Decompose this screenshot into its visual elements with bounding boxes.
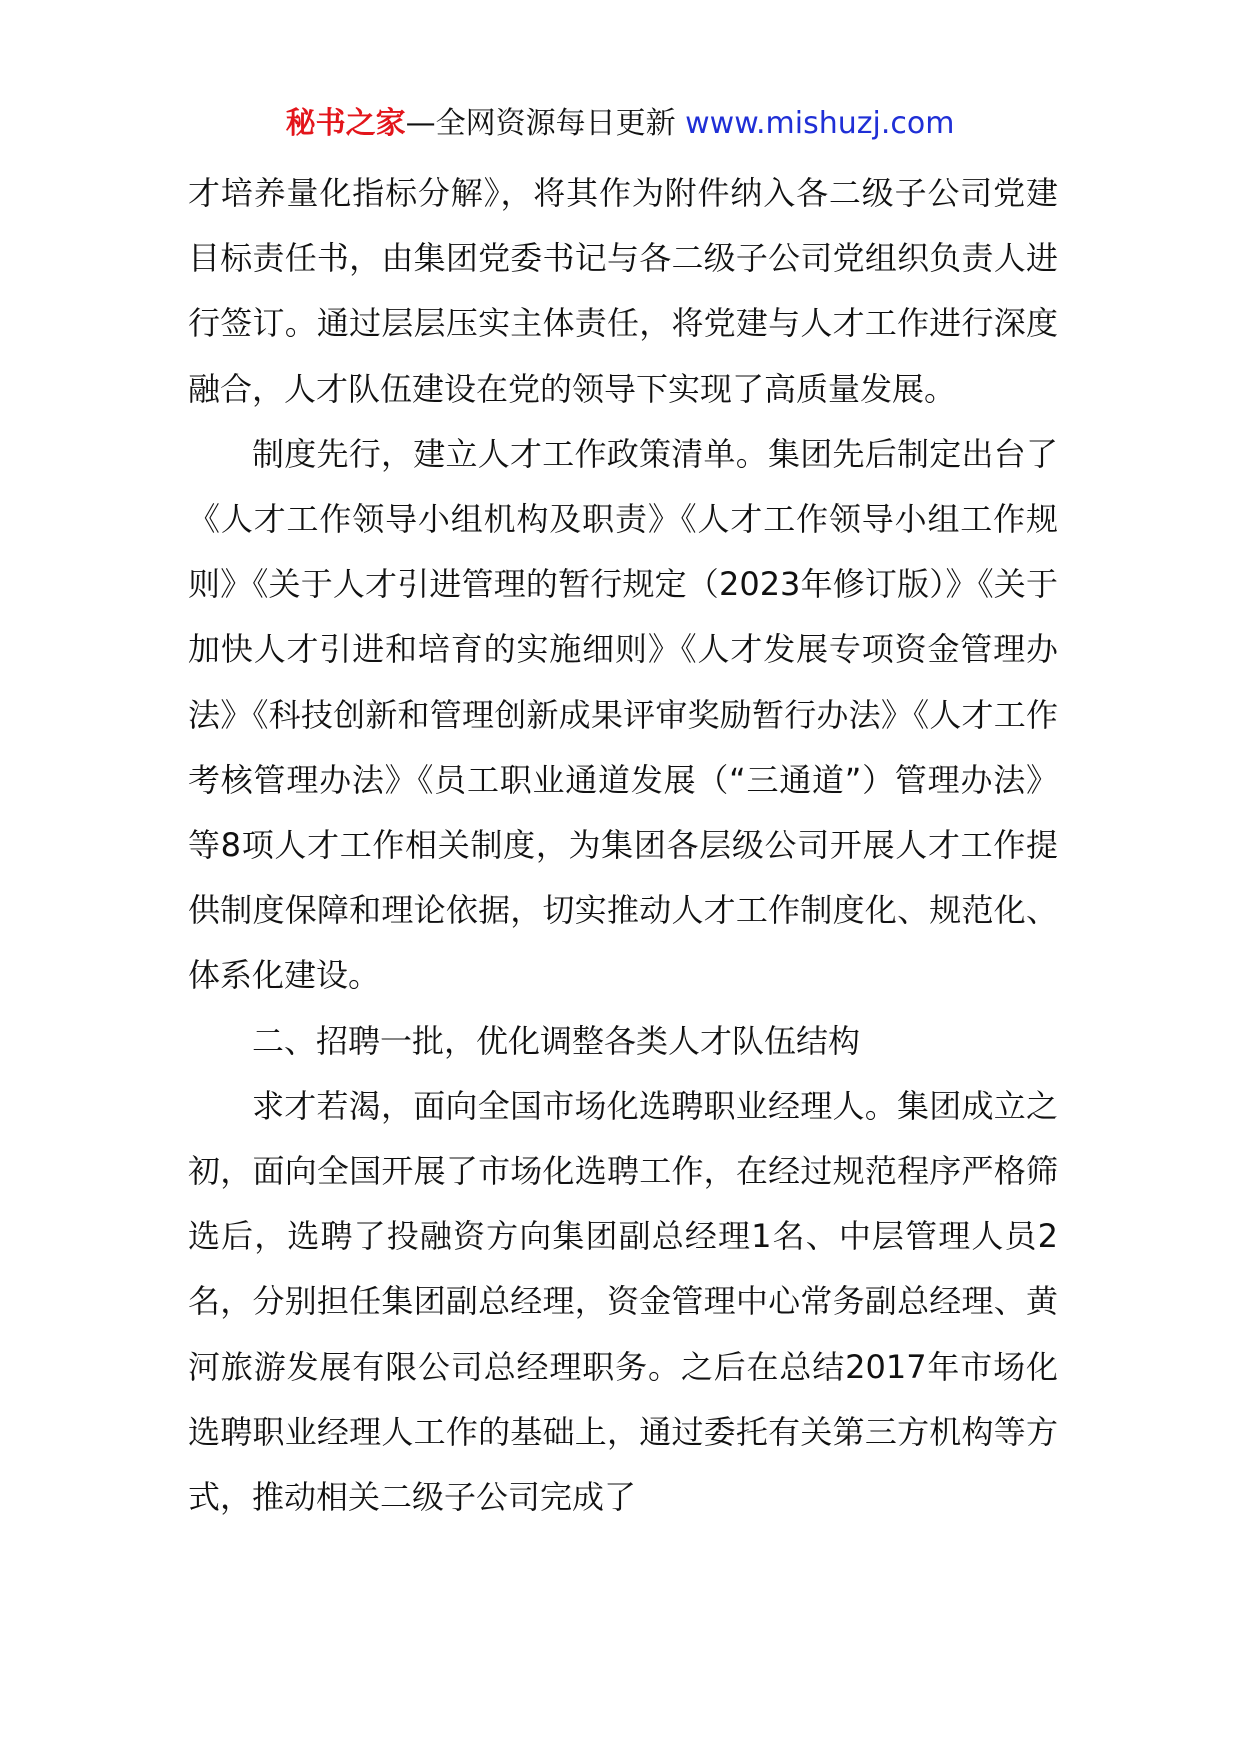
paragraph-policy-list: 制度先行，建立人才工作政策清单。集团先后制定出台了《人才工作领导小组机构及职责》《人才工作领导小组工作规则》《关于人才引进管理的暂行规定（2023年修订版）》《关于加快人才引进和培育的实施细则》《人才发展专项资金管理办法》《科技创新和管理创新成果评审奖励暂行办法》《人才工作考核管理办法》《员工职业通道发展（“三通道”）管理办法》等8项人才工作相关制度，为集团各层级公司开展人才工作提供制度保障和理论依据，切实推动人才工作制度化、规范化、体系化建设。 bbox=[188, 434, 1058, 995]
section-heading: 二、招聘一批，优化调整各类人才队伍结构 bbox=[252, 1021, 861, 1060]
document-body bbox=[188, 161, 1058, 1530]
paragraph-continuation: 才培养量化指标分解》，将其作为附件纳入各二级子公司党建目标责任书，由集团党委书记与各二级子公司党组织负责人进行签订。通过层层压实主体责任，将党建与人才工作进行深度融合，人才队伍建设在党的领导下实现了高质量发展。 bbox=[188, 174, 1058, 408]
site-header bbox=[0, 104, 1240, 144]
paragraph-recruitment: 求才若渴，面向全国市场化选聘职业经理人。集团成立之初，面向全国开展了市场化选聘工作，在经过规范程序严格筛选后，选聘了投融资方向集团副总经理1名、中层管理人员2名，分别担任集团副总经理，资金管理中心常务副总经理、黄河旅游发展有限公司总经理职务。之后在总结2017年市场化选聘职业经理人工作的基础上，通过委托有关第三方机构等方式，推动相关二级子公司完成了 bbox=[188, 1086, 1058, 1517]
header-tagline: —全网资源每日更新 bbox=[405, 106, 686, 141]
header-brand: 秘书之家 bbox=[285, 106, 406, 141]
header-url[interactable]: www.mishuzj.com bbox=[685, 106, 955, 141]
